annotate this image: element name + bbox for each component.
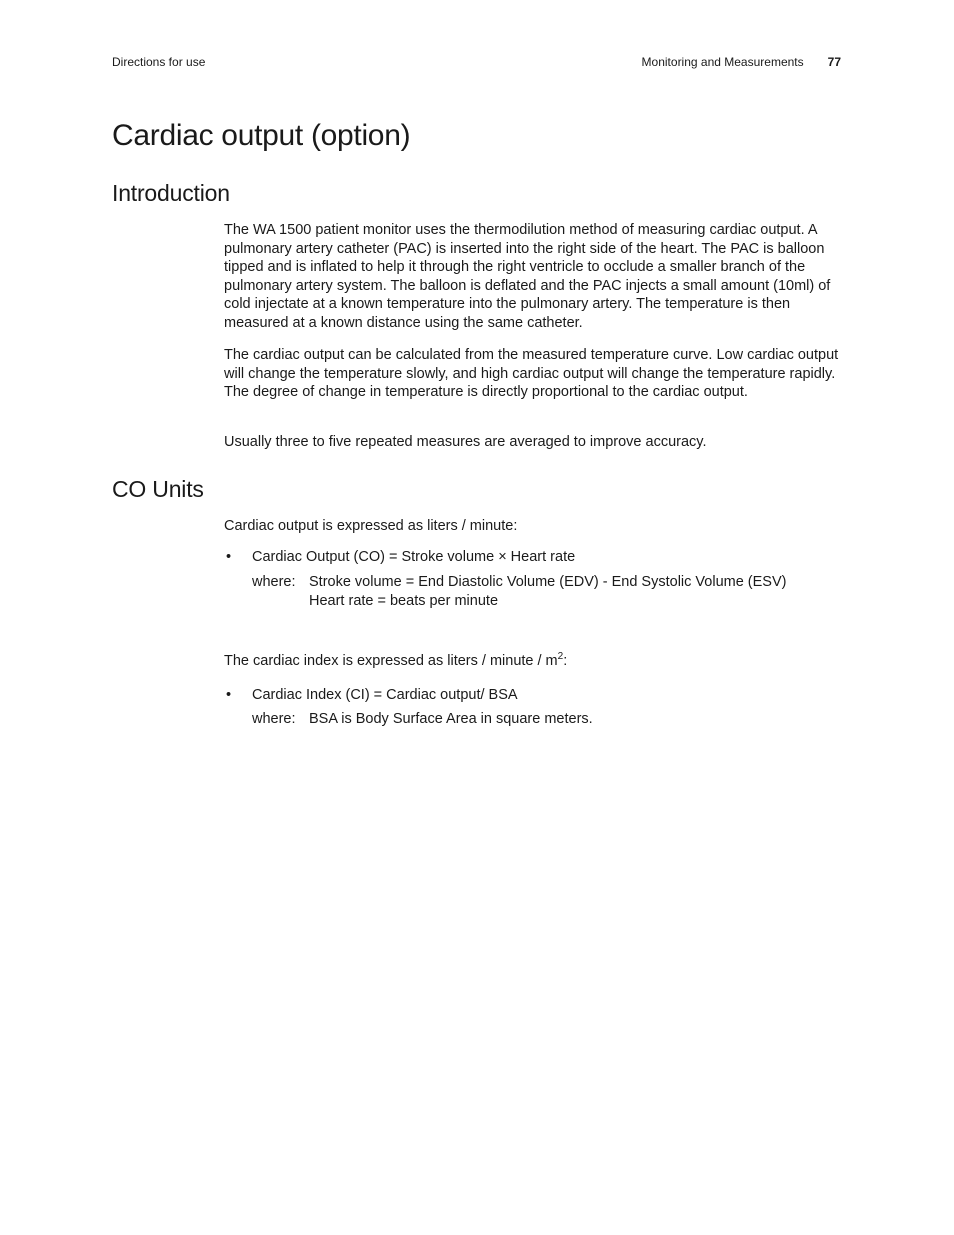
document-title: Directions for use (112, 55, 206, 69)
running-header (112, 53, 841, 71)
ci-intro-superscript: 2 (557, 651, 564, 663)
ci-intro-text (224, 652, 840, 671)
ci-formula: Cardiac Index (CI) = Cardiac output/ BSA (252, 687, 518, 703)
bsa-definition: BSA is Body Surface Area in square meters. (309, 711, 593, 727)
bullet-icon: • (226, 549, 232, 565)
header-right (642, 53, 841, 71)
co-intro-text: Cardiac output is expressed as liters / minute: (224, 518, 518, 534)
page-number: 77 (827, 55, 841, 69)
introduction-heading: Introduction (112, 180, 230, 206)
bullet-icon: • (226, 687, 232, 703)
co-units-heading: CO Units (112, 476, 204, 502)
ci-intro-end: : (563, 653, 568, 669)
where-label: where: (252, 711, 296, 727)
heart-rate-definition: Heart rate = beats per minute (309, 593, 499, 609)
where-label: where: (252, 574, 296, 590)
intro-paragraph: Usually three to five repeated measures are averaged to improve accuracy. (224, 434, 707, 450)
stroke-volume-definition: Stroke volume = End Diastolic Volume (EDV) - End Systolic Volume (ESV) (309, 574, 787, 590)
section-name: Monitoring and Measurements (641, 55, 804, 69)
intro-paragraph: The cardiac output can be calculated from the measured temperature curve. Low cardiac output will change the temperature slowly, and high cardiac output will change the temperature rapidly. The degree of change in temperature is directly proportional to the cardiac output. (224, 347, 839, 401)
page-title: Cardiac output (option) (112, 119, 411, 152)
ci-intro-main: The cardiac index is expressed as liters / minute / m (224, 653, 558, 669)
intro-paragraph: The WA 1500 patient monitor uses the thermodilution method of measuring cardiac output. A pulmonary artery catheter (PAC) is inserted into the right side of the heart. The PAC is balloon tipped and is inflated to help it through the right ventricle to occlude a smaller branch of the pulmonary artery system. The balloon is deflated and the PAC injects a small amount (10ml) of cold injectate at a known temperature into the pulmonary artery. The temperature is then measured at a known distance using the same catheter. (224, 222, 831, 331)
co-formula: Cardiac Output (CO) = Stroke volume × Heart rate (252, 549, 576, 565)
